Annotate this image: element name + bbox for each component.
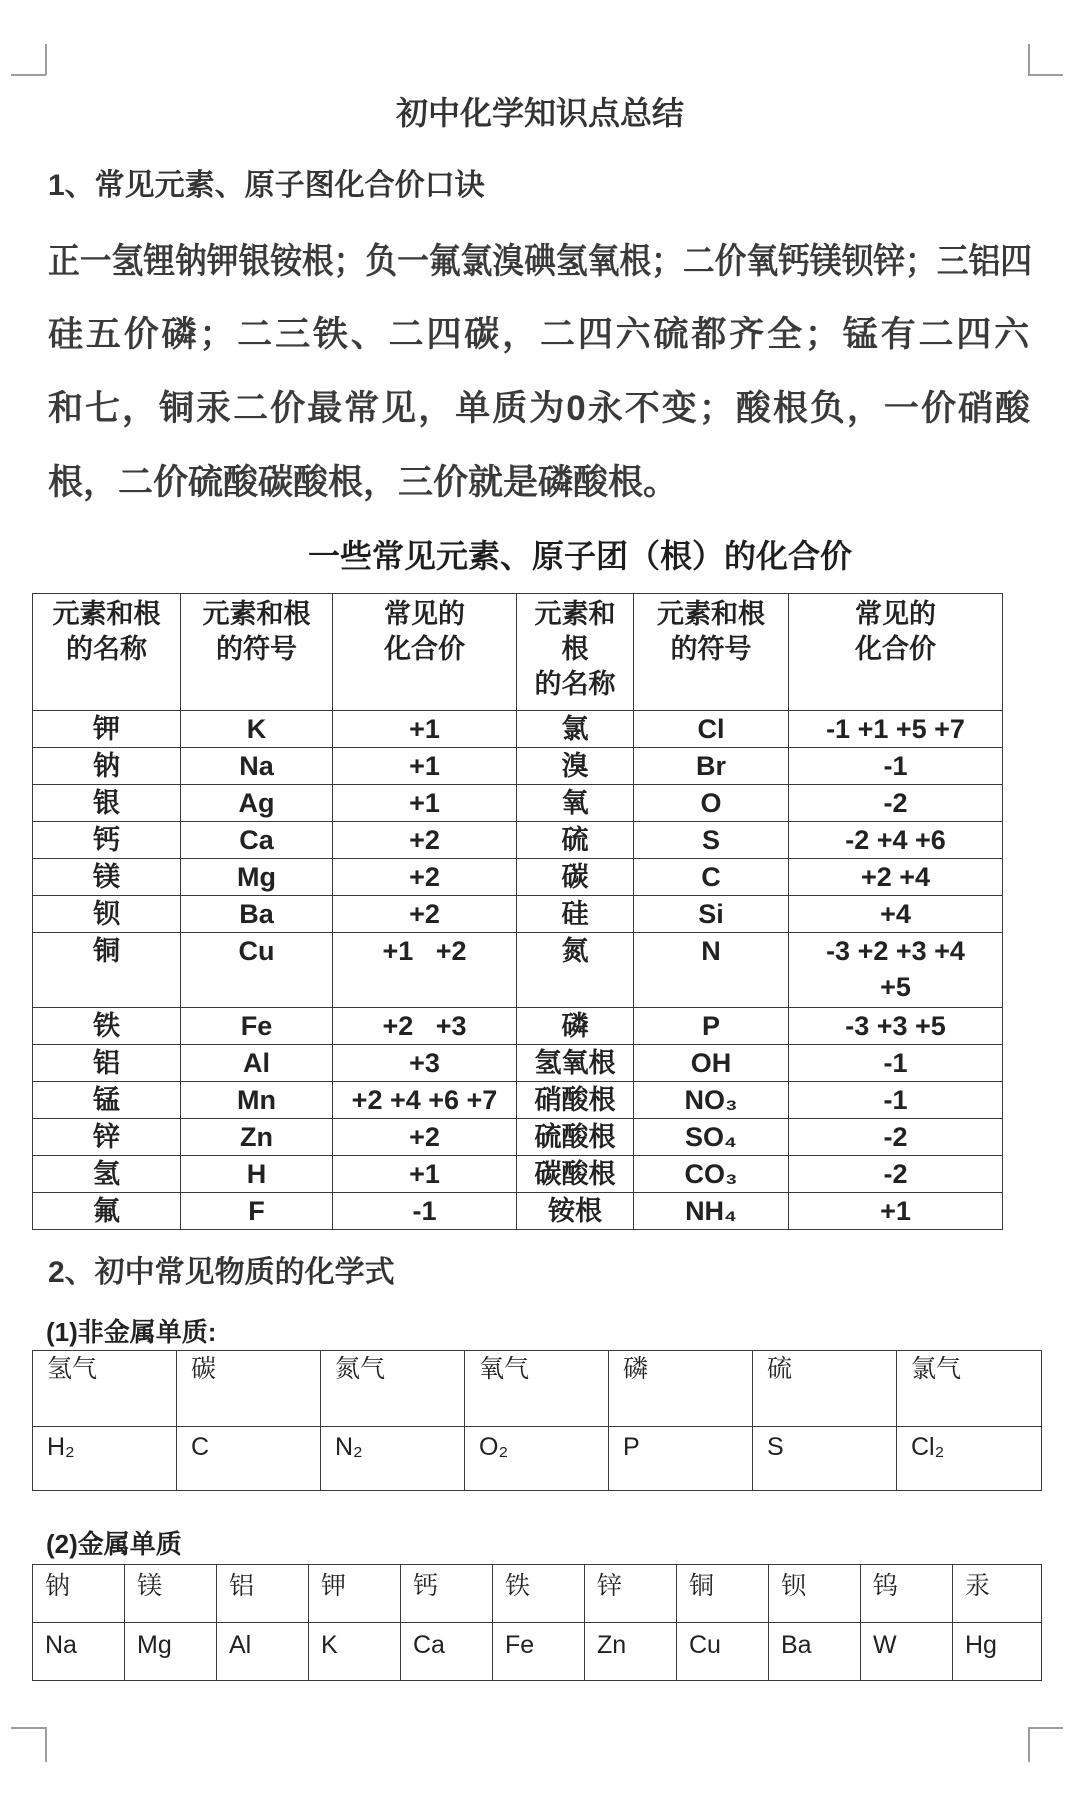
table-row	[33, 933, 1003, 1008]
substance-name: 钡	[769, 1565, 861, 1623]
header-line: 元素和根	[202, 599, 311, 629]
substance-name: 铜	[677, 1565, 769, 1623]
substance-formula: H₂	[33, 1427, 177, 1491]
substance-formula-row	[33, 1427, 1042, 1491]
crop-mark-bottom-right-h	[1028, 1727, 1063, 1729]
element-valence: +4	[789, 896, 1003, 933]
element-valence: -1	[789, 748, 1003, 785]
mnemonic-line-text: 正一氢锂钠钾银铵根；负一氟氯溴碘氢氧根；二价氧钙镁钡锌；三铝四	[48, 242, 1032, 281]
crop-mark-bottom-left-h	[11, 1727, 46, 1729]
element-name: 硫	[517, 822, 634, 859]
element-name: 氧	[517, 785, 634, 822]
element-symbol: Ba	[181, 896, 333, 933]
crop-mark-bottom-right-v	[1028, 1727, 1030, 1762]
substance-formula: W	[861, 1623, 953, 1681]
radical-valence: -2	[789, 1119, 1003, 1156]
header-line: 常见的	[855, 599, 936, 629]
crop-mark-bottom-left-v	[45, 1727, 47, 1762]
substance-formula: S	[753, 1427, 897, 1491]
table-row	[33, 785, 1003, 822]
element-valence: +2 +4 +6 +7	[333, 1082, 517, 1119]
element-symbol: H	[181, 1156, 333, 1193]
element-valence: +1	[333, 711, 517, 748]
element-valence	[789, 933, 1003, 1008]
element-symbol: Fe	[181, 1008, 333, 1045]
metals-label: (2)金属单质	[46, 1529, 182, 1559]
valence-table-header-row	[33, 594, 1003, 711]
element-name: 镁	[33, 859, 181, 896]
substance-name: 铁	[493, 1565, 585, 1623]
table-row	[33, 1008, 1003, 1045]
element-name: 硅	[517, 896, 634, 933]
radical-name: 铵根	[517, 1193, 634, 1230]
substance-formula: C	[177, 1427, 321, 1491]
crop-mark-top-right-v	[1028, 44, 1030, 75]
element-symbol: S	[634, 822, 789, 859]
table-row	[33, 748, 1003, 785]
substance-name: 硫	[753, 1351, 897, 1427]
section-2-heading: 2、初中常见物质的化学式	[48, 1256, 395, 1289]
mnemonic-line	[48, 372, 1032, 446]
element-valence: +2 +3	[333, 1008, 517, 1045]
radical-name: 碳酸根	[517, 1156, 634, 1193]
header-line: 的名称	[66, 634, 147, 664]
section-1-heading: 1、常见元素、原子图化合价口诀	[48, 169, 485, 202]
element-symbol: Cu	[181, 933, 333, 1008]
nonmetals-table	[32, 1350, 1042, 1491]
element-valence: +2	[333, 1119, 517, 1156]
substance-formula: K	[309, 1623, 401, 1681]
element-symbol: Br	[634, 748, 789, 785]
header-line: 元素和根	[657, 599, 765, 629]
element-symbol: K	[181, 711, 333, 748]
substance-name: 镁	[125, 1565, 217, 1623]
radical-symbol: NO₃	[634, 1082, 789, 1119]
element-symbol: C	[634, 859, 789, 896]
table-row	[33, 1119, 1003, 1156]
element-name: 氢	[33, 1156, 181, 1193]
element-symbol: Al	[181, 1045, 333, 1082]
element-symbol: Cl	[634, 711, 789, 748]
radical-valence: -2	[789, 1156, 1003, 1193]
header-line: 元素和	[534, 599, 616, 629]
element-symbol: Na	[181, 748, 333, 785]
mnemonic-line	[48, 225, 1032, 299]
element-name: 碳	[517, 859, 634, 896]
mnemonic-line-text: 和七，铜汞二价最常见，单质为0永不变；酸根负，一价硝酸	[48, 389, 1032, 428]
table-row	[33, 1156, 1003, 1193]
radical-name: 氢氧根	[517, 1045, 634, 1082]
substance-formula-row	[33, 1623, 1042, 1681]
table-row	[33, 1045, 1003, 1082]
header-line: 的符号	[216, 634, 297, 664]
substance-name: 钨	[861, 1565, 953, 1623]
radical-symbol: OH	[634, 1045, 789, 1082]
substance-formula: Al	[217, 1623, 309, 1681]
crop-mark-top-right-h	[1028, 74, 1063, 76]
element-symbol: Si	[634, 896, 789, 933]
element-name: 锌	[33, 1119, 181, 1156]
radical-symbol: SO₄	[634, 1119, 789, 1156]
header-element-symbol	[634, 594, 789, 711]
valence-table	[32, 593, 1003, 1230]
radical-valence: -1	[789, 1082, 1003, 1119]
substance-name: 碳	[177, 1351, 321, 1427]
substance-formula: Ca	[401, 1623, 493, 1681]
header-element-name	[33, 594, 181, 711]
header-valence	[789, 594, 1003, 711]
element-valence: +1	[333, 785, 517, 822]
substance-name: 磷	[609, 1351, 753, 1427]
element-valence: +2	[333, 859, 517, 896]
element-name: 磷	[517, 1008, 634, 1045]
element-symbol: Ag	[181, 785, 333, 822]
element-valence: +1	[333, 748, 517, 785]
substance-name: 汞	[953, 1565, 1042, 1623]
element-name: 铁	[33, 1008, 181, 1045]
substance-name: 氢气	[33, 1351, 177, 1427]
element-valence: +2	[333, 822, 517, 859]
radical-name: 硫酸根	[517, 1119, 634, 1156]
substance-formula: Hg	[953, 1623, 1042, 1681]
substance-name: 氮气	[321, 1351, 465, 1427]
element-name: 钡	[33, 896, 181, 933]
element-symbol: Zn	[181, 1119, 333, 1156]
element-valence: -2 +4 +6	[789, 822, 1003, 859]
substance-formula: Na	[33, 1623, 125, 1681]
element-valence: -3 +3 +5	[789, 1008, 1003, 1045]
radical-name: 硝酸根	[517, 1082, 634, 1119]
element-name: 银	[33, 785, 181, 822]
element-valence: +3	[333, 1045, 517, 1082]
element-valence: -1 +1 +5 +7	[789, 711, 1003, 748]
header-element-symbol	[181, 594, 333, 711]
valence-table-caption: 一些常见元素、原子团（根）的化合价	[307, 538, 852, 574]
table-row	[33, 1082, 1003, 1119]
substance-formula: Cl₂	[897, 1427, 1042, 1491]
element-symbol: Mg	[181, 859, 333, 896]
table-row	[33, 711, 1003, 748]
table-row	[33, 896, 1003, 933]
element-valence-text: -3 +2 +3 +4 +5	[826, 936, 965, 1002]
substance-formula: N₂	[321, 1427, 465, 1491]
substance-formula: P	[609, 1427, 753, 1491]
mnemonic-line	[48, 446, 1032, 520]
substance-name: 钾	[309, 1565, 401, 1623]
crop-mark-top-left-v	[45, 44, 47, 75]
crop-mark-top-left-h	[11, 74, 46, 76]
substance-name: 钙	[401, 1565, 493, 1623]
radical-symbol: CO₃	[634, 1156, 789, 1193]
element-name: 锰	[33, 1082, 181, 1119]
element-name: 钠	[33, 748, 181, 785]
substance-name: 铝	[217, 1565, 309, 1623]
element-symbol: Mn	[181, 1082, 333, 1119]
header-line: 常见的	[384, 599, 465, 629]
element-valence: +1	[333, 1156, 517, 1193]
element-valence: -1	[333, 1193, 517, 1230]
mnemonic-line	[48, 298, 1032, 372]
substance-name-row	[33, 1351, 1042, 1427]
element-name: 铝	[33, 1045, 181, 1082]
element-name: 钙	[33, 822, 181, 859]
element-valence: +2	[333, 896, 517, 933]
element-symbol: N	[634, 933, 789, 1008]
nonmetals-label: (1)非金属单质:	[46, 1317, 217, 1347]
table-row	[33, 859, 1003, 896]
metals-table	[32, 1564, 1042, 1681]
element-valence: +1 +2	[333, 933, 517, 1008]
header-valence	[333, 594, 517, 711]
header-line: 化合价	[855, 634, 936, 664]
element-name: 氯	[517, 711, 634, 748]
substance-name: 锌	[585, 1565, 677, 1623]
element-symbol: Ca	[181, 822, 333, 859]
substance-formula: Mg	[125, 1623, 217, 1681]
header-line: 根	[561, 634, 589, 664]
table-row	[33, 1193, 1003, 1230]
page-title: 初中化学知识点总结	[395, 95, 684, 131]
element-valence: -2	[789, 785, 1003, 822]
element-name: 铜	[33, 933, 181, 1008]
radical-valence: -1	[789, 1045, 1003, 1082]
header-line: 的符号	[670, 634, 752, 664]
table-row	[33, 822, 1003, 859]
element-name: 氮	[517, 933, 634, 1008]
element-symbol: P	[634, 1008, 789, 1045]
header-line: 的名称	[534, 669, 616, 699]
mnemonic-line-text: 硅五价磷；二三铁、二四碳，二四六硫都齐全；锰有二四六	[48, 315, 1032, 354]
header-line: 化合价	[384, 634, 465, 664]
element-name: 溴	[517, 748, 634, 785]
substance-formula: Fe	[493, 1623, 585, 1681]
element-name: 氟	[33, 1193, 181, 1230]
substance-formula: O₂	[465, 1427, 609, 1491]
element-valence: +2 +4	[789, 859, 1003, 896]
substance-formula: Cu	[677, 1623, 769, 1681]
element-name: 钾	[33, 711, 181, 748]
substance-formula: Ba	[769, 1623, 861, 1681]
header-element-name	[517, 594, 634, 711]
substance-formula: Zn	[585, 1623, 677, 1681]
radical-symbol: NH₄	[634, 1193, 789, 1230]
substance-name: 钠	[33, 1565, 125, 1623]
element-symbol: F	[181, 1193, 333, 1230]
radical-valence: +1	[789, 1193, 1003, 1230]
element-symbol: O	[634, 785, 789, 822]
substance-name: 氧气	[465, 1351, 609, 1427]
substance-name: 氯气	[897, 1351, 1042, 1427]
header-line: 元素和根	[52, 599, 161, 629]
substance-name-row	[33, 1565, 1042, 1623]
mnemonic-line-text: 根，二价硫酸碳酸根，三价就是磷酸根。	[48, 463, 679, 502]
